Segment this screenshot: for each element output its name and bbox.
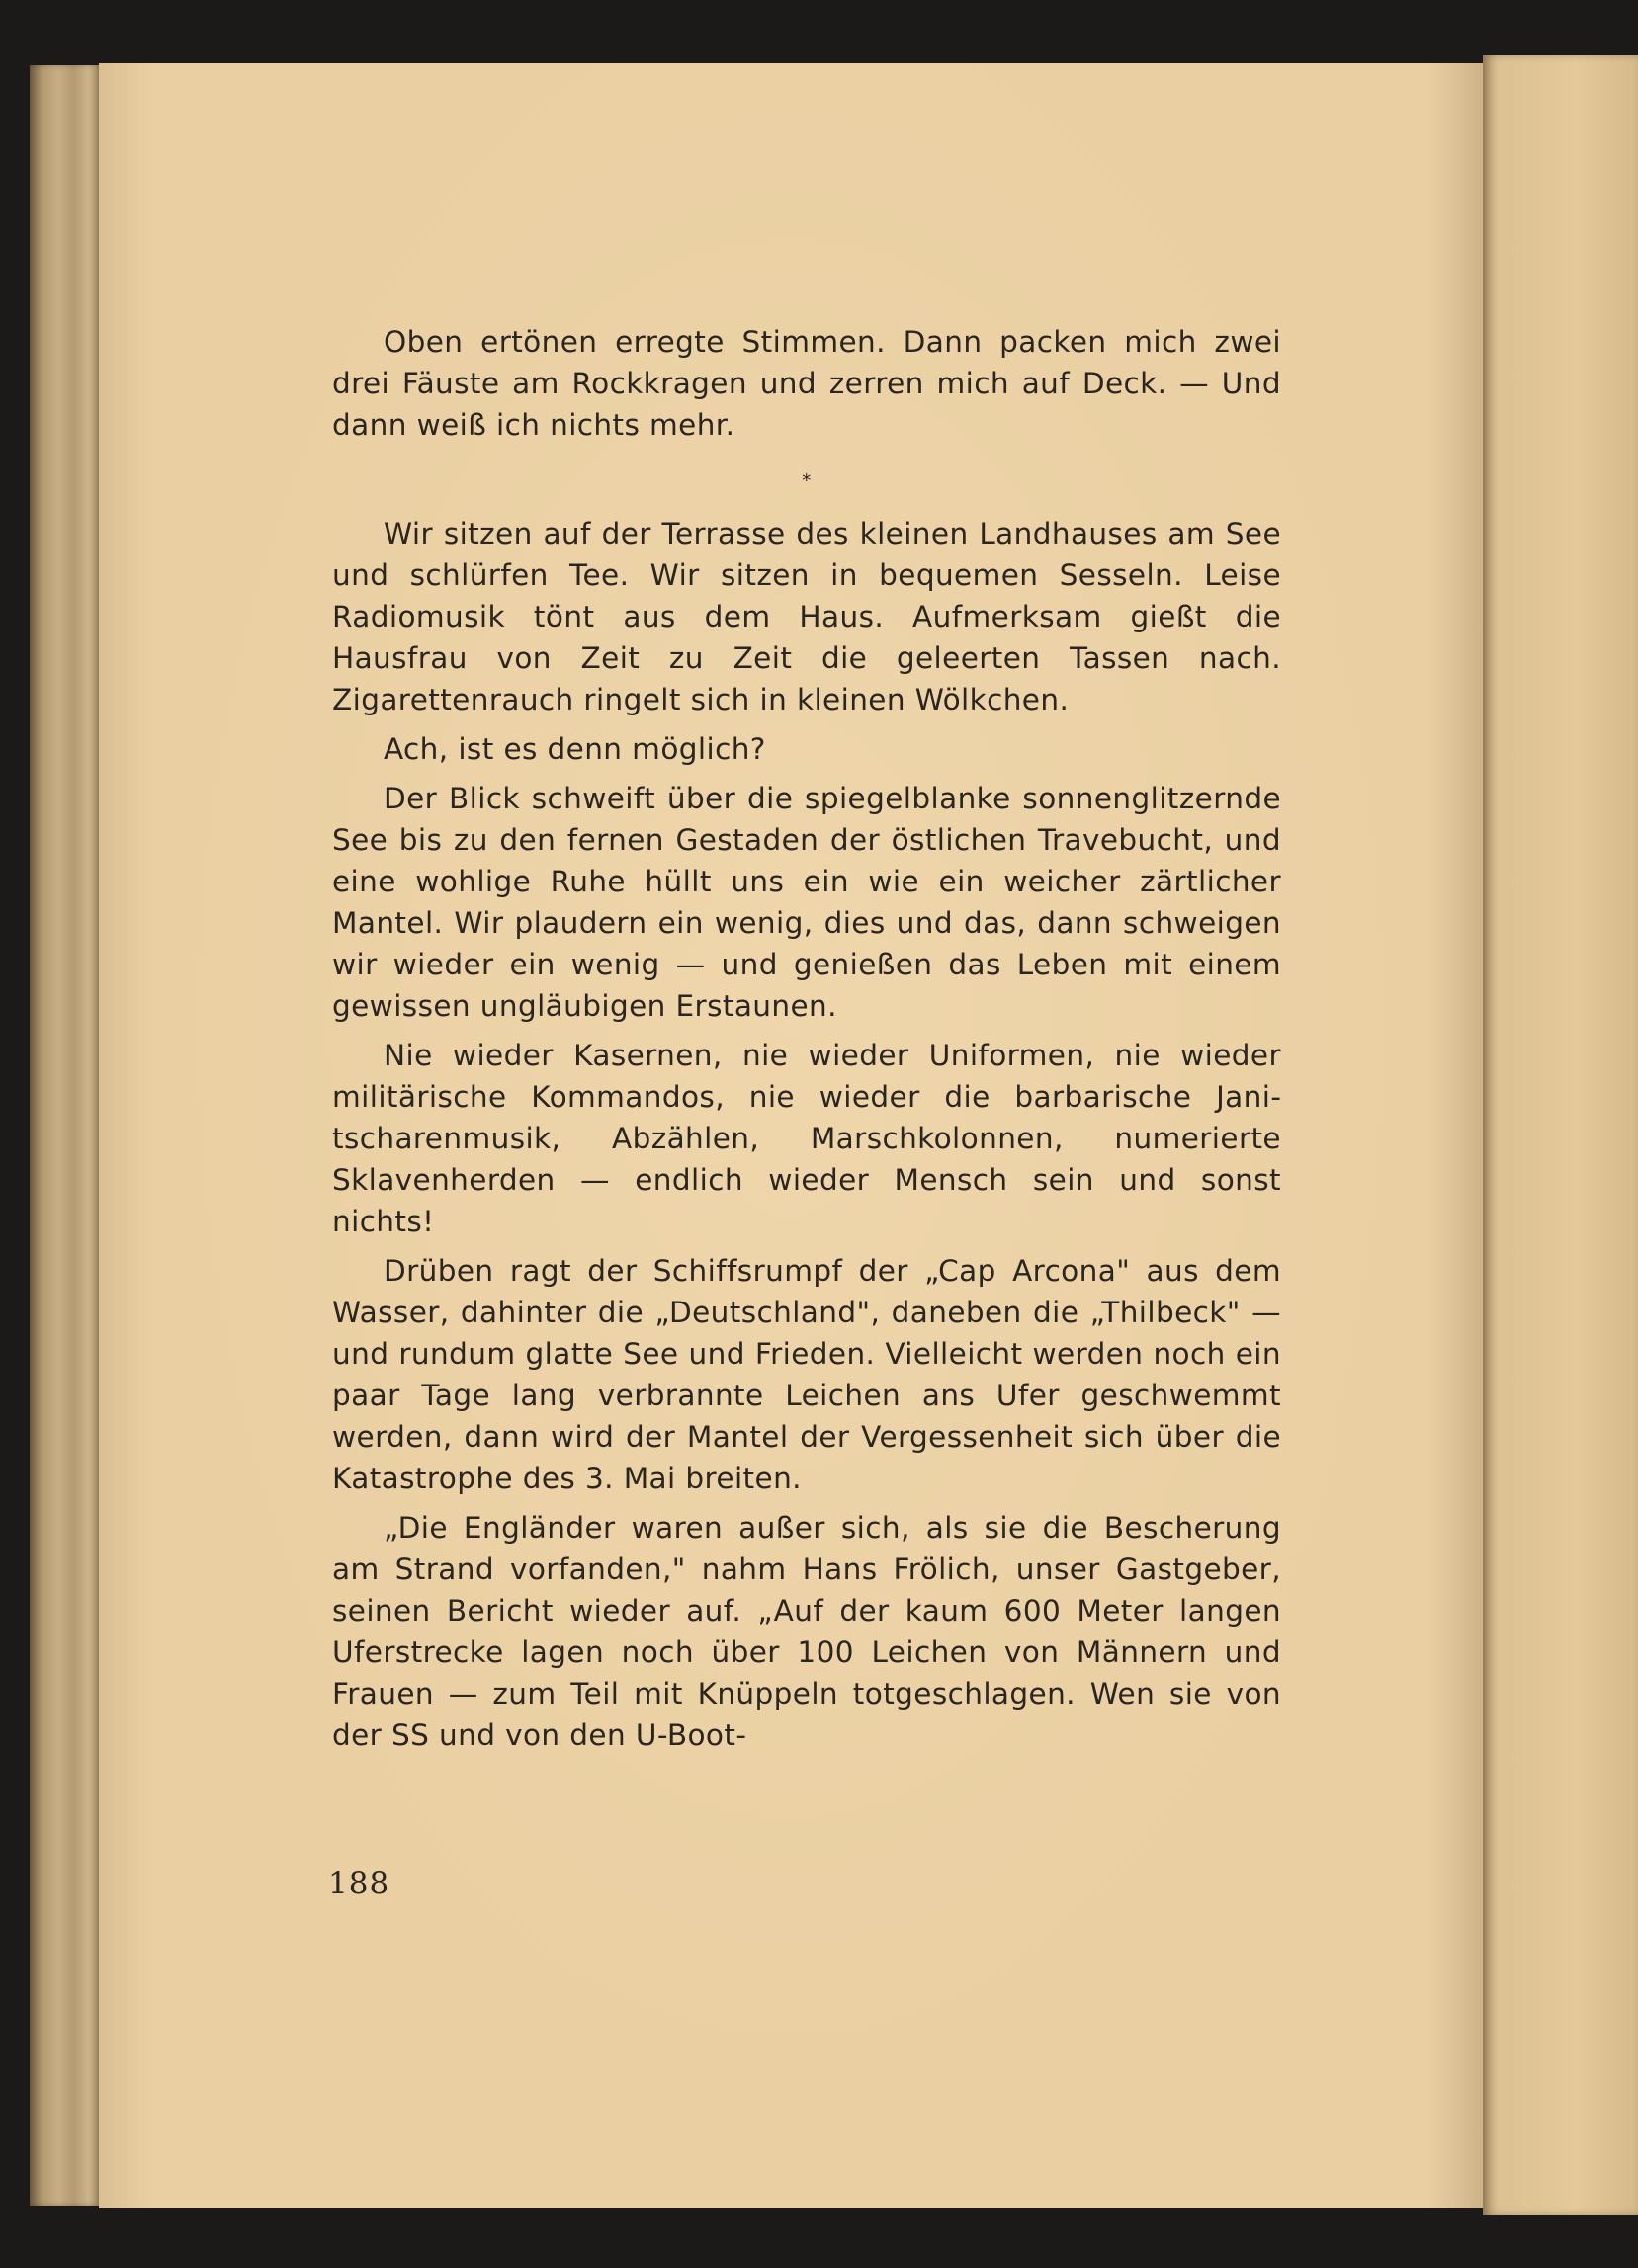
paragraph: Wir sitzen auf der Terrasse des kleinen Landhauses am See und schlürfen Tee. Wir sitzen in bequemen Sesseln. Leise Radiomusik tönt aus dem Haus. Aufmerksam gießt die Hausfrau von Zeit zu Zeit die geleerten Tassen nach. Zigarettenrauch ringelt sich in kleinen Wölkchen. bbox=[332, 517, 1281, 716]
paragraph: Nie wieder Kasernen, nie wieder Uniformen, nie wieder militärische Kommandos, nie wieder die barbarische Janitscharenmusik, Abzählen, Marschkolonnen, numerierte Sklavenherden — endlich wieder Mensch sein und sonst nichts! bbox=[332, 1039, 1281, 1238]
paragraph: Oben ertönen erregte Stimmen. Dann packen mich zwei drei Fäuste am Rockkragen und zerren mich auf Deck. — Und dann weiß ich nichts mehr. bbox=[332, 325, 1281, 442]
paragraph: Ach, ist es denn möglich? bbox=[384, 732, 766, 766]
page-text bbox=[332, 321, 1281, 1764]
facing-page-edge bbox=[1483, 55, 1638, 2215]
page-number: 188 bbox=[328, 1866, 390, 1901]
paragraph: Der Blick schweift über die spiegelblanke sonnenglitzernde See bis zu den fernen Gestaden der östlichen Travebucht, und eine wohlige Ruhe hüllt uns ein wie ein weicher zärtlicher Mantel. Wir plaudern ein wenig, dies und das, dann schweigen wir wieder ein wenig — und genießen das Leben mit einem gewissen ungläubigen Erstaunen. bbox=[332, 782, 1281, 1023]
section-separator: * bbox=[802, 470, 812, 491]
paragraph: „Die Engländer waren außer sich, als sie die Bescherung am Strand vorfanden," nahm Hans Frölich, unser Gastgeber, seinen Bericht wieder auf. „Auf der kaum 600 Meter langen Uferstrecke lagen noch über 100 Leichen von Männern und Frauen — zum Teil mit Knüppeln totgeschlagen. Wen sie von der SS und von den U-Boot- bbox=[332, 1511, 1281, 1752]
book-page-edges bbox=[30, 65, 101, 2206]
paragraph: Drüben ragt der Schiffsrumpf der „Cap Arcona" aus dem Wasser, dahinter die „Deutschland", daneben die „Thilbeck" — und rundum glatte See und Frieden. Vielleicht werden noch ein paar Tage lang verbrannte Leichen ans Ufer geschwemmt werden, dann wird der Mantel der Vergessenheit sich über die Katastrophe des 3. Mai breiten. bbox=[332, 1254, 1281, 1495]
